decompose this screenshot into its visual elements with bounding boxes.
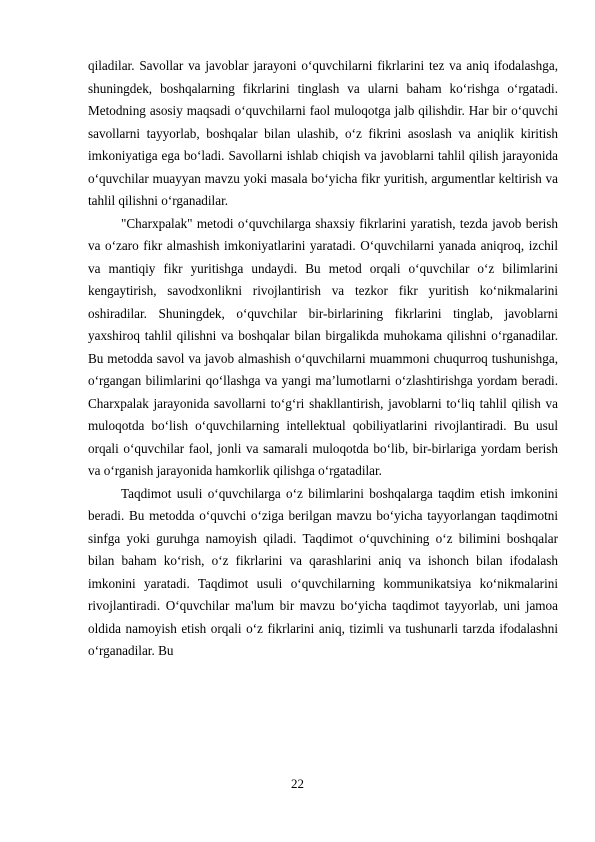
paragraph-continuation: qiladilar. Savollar va javoblar jarayoni o‘quvchilarni fikrlarini tez va aniq ifodalashga, shuningdek, boshqalarning fikrlarini tinglash va ularni baham ko‘rishga o‘rgatadi. Metodning asosiy maqsadi o‘quvchilarni faol muloqotga jalb qilishdir. Har bir o‘quvchi savollarni tayyorlab, boshqalar bilan ulashib, o‘z fikrini asoslash va aniqlik kiritish imkoniyatiga ega bo‘ladi. Savollarni ishlab chiqish va javoblarni tahlil qilish jarayonida o‘quvchilar muayyan mavzu yoki masala bo‘yicha fikr yuritish, argumentlar keltirish va tahlil qilishni o‘rganadilar. xyxy=(88,58,558,208)
paragraph-taqdimot: Taqdimot usuli o‘quvchilarga o‘z bilimlarini boshqalarga taqdim etish imkonini beradi. Bu metodda o‘quvchi o‘ziga berilgan mavzu bo‘yicha tayyorlangan taqdimotni sinfga yoki guruhga namoyish qiladi. Taqdimot o‘quvchining o‘z bilimini boshqalar bilan baham ko‘rish, o‘z fikrlarini va qarashlarini aniq va ishonch bilan ifodalash imkonini yaratadi. Taqdimot usuli o‘quvchilarning kommunikatsiya ko‘nikmalarini rivojlantiradi. O‘quvchilar ma'lum bir mavzu bo‘yicha taqdimot tayyorlab, uni jamoa oldida namoyish etish orqali o‘z fikrlarini aniq, tizimli va tushunarli tarzda ifodalashni o‘rganadilar. Bu xyxy=(88,485,558,658)
document-body xyxy=(88,55,558,663)
page-number: 22 xyxy=(291,776,304,791)
paragraph-charxpalak: "Charxpalak" metodi o‘quvchilarga shaxsiy fikrlarini yaratish, tezda javob berish va o‘zaro fikr almashish imkoniyatlarini yaratadi. O‘quvchilarni yanada aniqroq, izchil va mantiqiy fikr yuritishga undaydi. Bu metod orqali o‘quvchilar o‘z bilimlarini kengaytirish, savodxonlikni rivojlantirish va tezkor fikr yuritish ko‘nikmalarini oshiradilar. Shuningdek, o‘quvchilar bir-birlarining fikrlarini tinglab, javoblarni yaxshiroq tahlil qilishni va boshqalar bilan birgalikda muhokama qilishni o‘rganadilar. Bu metodda savol va javob almashish o‘quvchilarni muammoni chuqurroq tushunishga, o‘rgangan bilimlarini qo‘llashga va yangi ma’lumotlarni o‘zlashtirishga yordam beradi. Charxpalak jarayonida savollarni to‘g‘ri shakllantirish, javoblarni to‘liq tahlil qilish va muloqotda bo‘lish o‘quvchilarning intellektual qobiliyatlarini rivojlantiradi. Bu usul orqali o‘quvchilar faol, jonli va samarali muloqotda bo‘lib, bir-birlariga yordam berish va o‘rganish jarayonida hamkorlik qilishga o‘rgatadilar. xyxy=(88,215,558,478)
